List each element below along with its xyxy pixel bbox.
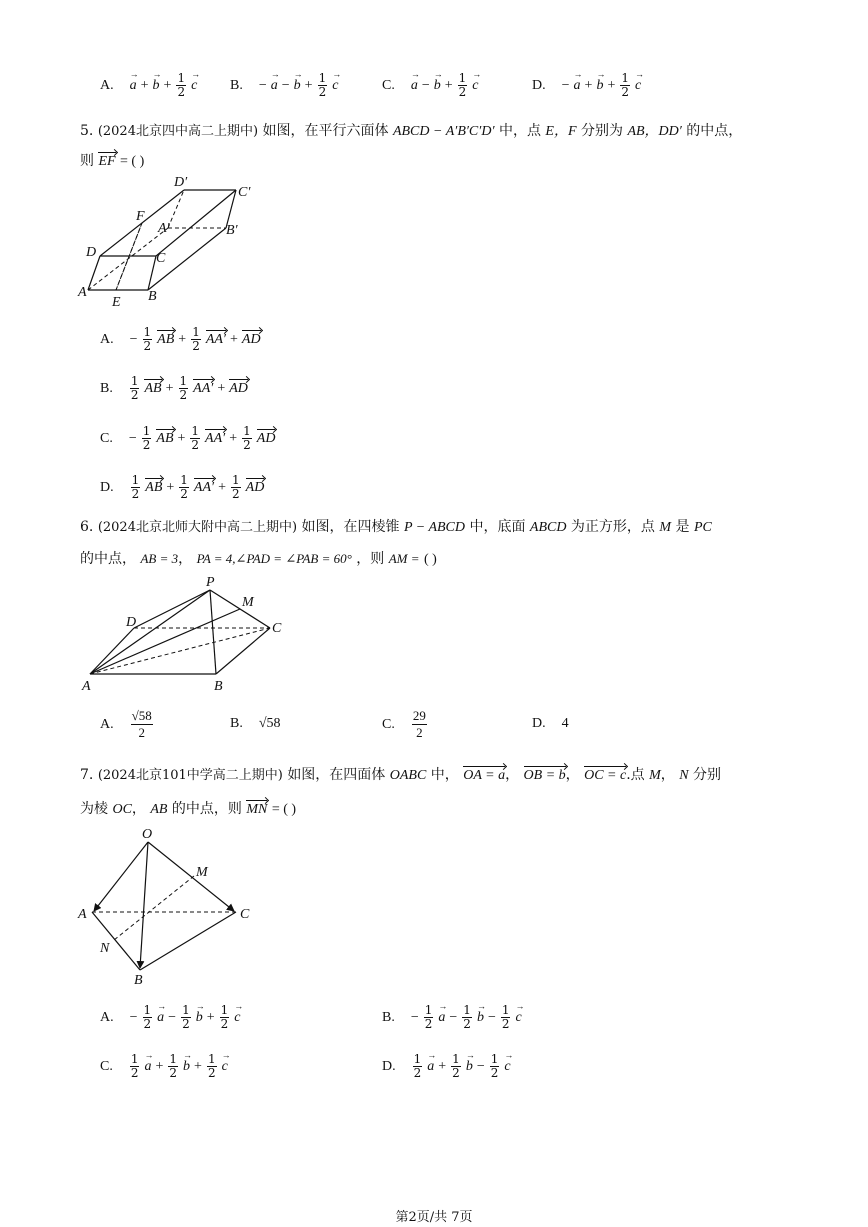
q5-label-d: D bbox=[86, 245, 97, 260]
q5-label-bprime: B′ bbox=[226, 223, 238, 238]
q7-label-o: O bbox=[142, 827, 153, 842]
q7-option-d[interactable]: D. $\frac{1}{2}$ → a + $\frac{1}{2}$ → b − $\frac{1}{2}$ → c bbox=[382, 1053, 511, 1080]
q4-option-d[interactable]: D. − → a + → b + $\frac{1}{2}$ → c bbox=[532, 72, 641, 99]
q5-label-c: C bbox=[156, 251, 166, 266]
q6-stem-line2: 的中点， AB = 3， PA = 4,∠PAD = ∠PAB = 60° ，则 AM = ( ) bbox=[80, 551, 437, 567]
q6-option-b[interactable]: B. √58 bbox=[230, 716, 281, 731]
q5-option-c[interactable]: C. − $\frac{1}{2}$ AB + $\frac{1}{2}$ AA′ + $\frac{1}{2}$ AD bbox=[100, 424, 276, 452]
q6-label-a: A bbox=[82, 679, 91, 694]
q5-option-b[interactable]: B. $\frac{1}{2}$ AB + $\frac{1}{2}$ AA′ + AD bbox=[100, 374, 248, 402]
q5-label-a: A bbox=[78, 285, 87, 300]
q5-label-f: F bbox=[136, 209, 145, 224]
q4-option-b[interactable]: B. − → a − → b + $\frac{1}{2}$ → c bbox=[230, 72, 338, 99]
q6-label-b: B bbox=[214, 679, 223, 694]
q6-label-d: D bbox=[126, 615, 137, 630]
q6-option-d[interactable]: D. 4 bbox=[532, 716, 569, 731]
q5-stem-line2: 则 EF = ( ) bbox=[80, 153, 145, 169]
q6-label-m: M bbox=[242, 595, 254, 610]
page-footer bbox=[0, 1206, 868, 1225]
q6-option-c[interactable]: C. $\frac{29}{2}$ bbox=[382, 708, 426, 740]
q7-stem-line2: 为棱 OC， AB 的中点，则 MN = ( ) bbox=[80, 801, 297, 817]
q6-pyramid-figure bbox=[76, 574, 296, 696]
q6-label-c: C bbox=[272, 621, 282, 636]
q7-option-c[interactable]: C. $\frac{1}{2}$ → a + $\frac{1}{2}$ → b + $\frac{1}{2}$ → c bbox=[100, 1053, 228, 1080]
q5-label-e: E bbox=[112, 295, 121, 310]
q7-label-a: A bbox=[78, 907, 87, 922]
q7-tetrahedron-figure bbox=[76, 824, 266, 988]
q6-label-p: P bbox=[206, 575, 215, 590]
q5-label-aprime: A′ bbox=[158, 221, 170, 236]
q4-option-c[interactable]: C. → a − → b + $\frac{1}{2}$ → c bbox=[382, 72, 479, 99]
q5-option-a[interactable]: A. − $\frac{1}{2}$ AB + $\frac{1}{2}$ AA′ + AD bbox=[100, 325, 261, 353]
q5-label-b: B bbox=[148, 289, 157, 304]
q6-option-a[interactable]: A. $\frac{√58}{2}$ bbox=[100, 708, 152, 740]
q7-label-n: N bbox=[100, 941, 110, 956]
q5-label-dprime: D′ bbox=[174, 175, 188, 190]
q5-parallelepiped-figure bbox=[76, 172, 276, 310]
q7-option-b[interactable]: B. − $\frac{1}{2}$ → a − $\frac{1}{2}$ → b − $\frac{1}{2}$ → c bbox=[382, 1004, 522, 1031]
q6-stem-line1: 6. (2024北京北师大附中高二上期中) 如图，在四棱锥 P − ABCD 中，底面 ABCD 为正方形，点 M 是 PC bbox=[80, 519, 712, 535]
q7-label-c: C bbox=[240, 907, 250, 922]
q7-label-b: B bbox=[134, 973, 143, 988]
q4-option-a[interactable]: A. → a + → b + $\frac{1}{2}$ → c bbox=[100, 72, 197, 99]
q7-option-a[interactable]: A. − $\frac{1}{2}$ → a − $\frac{1}{2}$ → b + $\frac{1}{2}$ → c bbox=[100, 1004, 240, 1031]
q5-stem-line1: 5. (2024北京四中高二上期中) 如图，在平行六面体 ABCD − A′B′C′D′ 中，点 E，F 分别为 AB，DD′ 的中点， bbox=[80, 123, 743, 139]
q7-label-m: M bbox=[196, 865, 208, 880]
q5-label-cprime: C′ bbox=[238, 185, 251, 200]
q7-stem-line1: 7. (2024北京101中学高二上期中) 如图，在四面体 OABC 中， OA = a， OB = b， OC = c.点 M， N 分别 bbox=[80, 767, 722, 783]
q5-option-d[interactable]: D. $\frac{1}{2}$ AB + $\frac{1}{2}$ AA′ + $\frac{1}{2}$ AD bbox=[100, 473, 265, 501]
page-number: 第2页/共 7页 bbox=[395, 1210, 473, 1225]
